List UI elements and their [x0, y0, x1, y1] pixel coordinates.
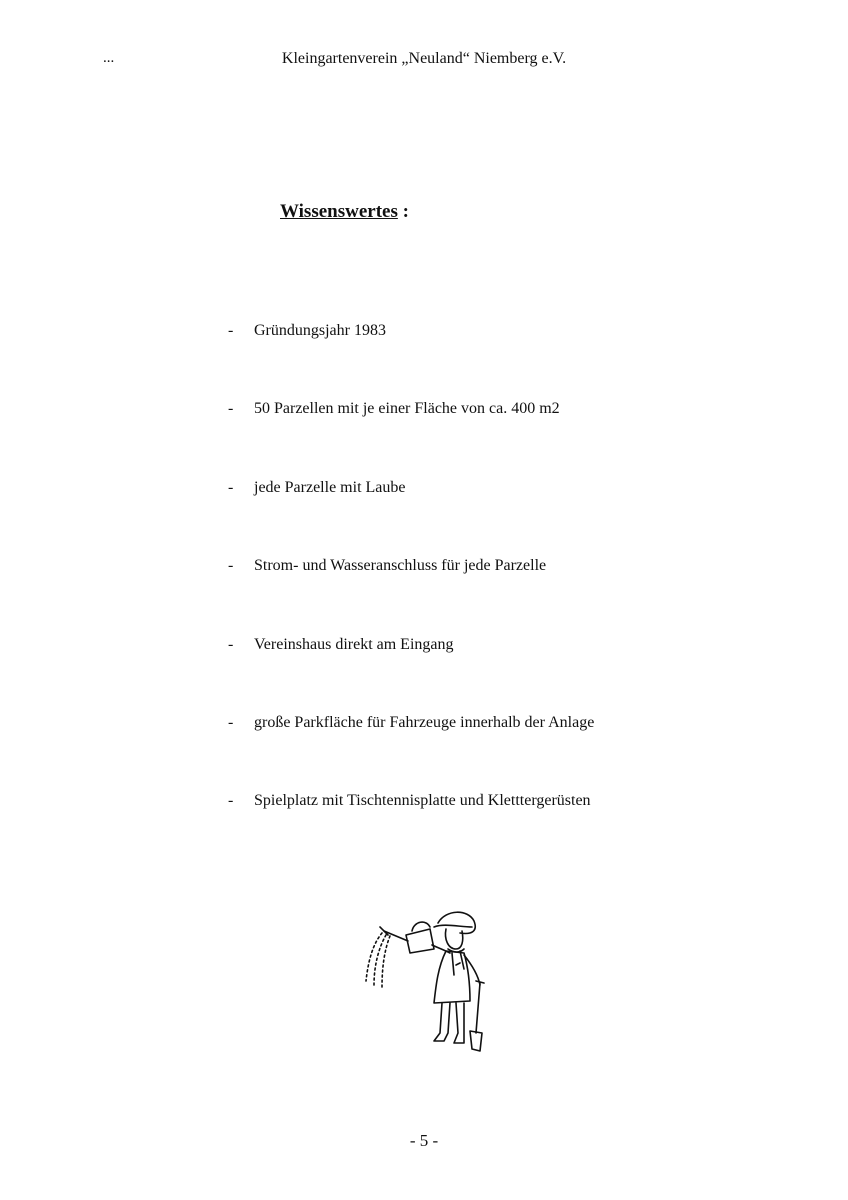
list-item-text: Gründungsjahr 1983	[254, 322, 386, 339]
section-heading-text: Wissenswertes	[280, 201, 398, 222]
list-item-text: Spielplatz mit Tischtennisplatte und Kletttergerüsten	[254, 792, 591, 810]
document-header-title: Kleingartenverein „Neuland“ Niemberg e.V.	[281, 50, 567, 67]
list-bullet: -	[228, 400, 234, 418]
page-number: - 5 -	[409, 1131, 439, 1150]
list-bullet: -	[228, 478, 234, 496]
section-heading-colon: :	[397, 201, 409, 222]
list-item-text: Vereinshaus direkt am Eingang	[254, 635, 454, 653]
list-bullet: -	[228, 792, 234, 810]
list-item-text: 50 Parzellen mit je einer Fläche von ca. 400 m2	[254, 400, 560, 418]
list-bullet: -	[228, 322, 234, 339]
list-item-text: jede Parzelle mit Laube	[254, 478, 406, 496]
list-bullet: -	[228, 635, 234, 653]
list-item-text: große Parkfläche für Fahrzeuge innerhalb der Anlage	[254, 713, 595, 731]
list-bullet: -	[228, 557, 234, 575]
section-heading	[280, 201, 409, 223]
list-item-text: Strom- und Wasseranschluss für jede Parzelle	[254, 557, 547, 575]
list-bullet: -	[228, 713, 234, 731]
header-left-mark: ...	[103, 50, 115, 66]
gardener-watering-can-icon	[360, 905, 495, 1055]
